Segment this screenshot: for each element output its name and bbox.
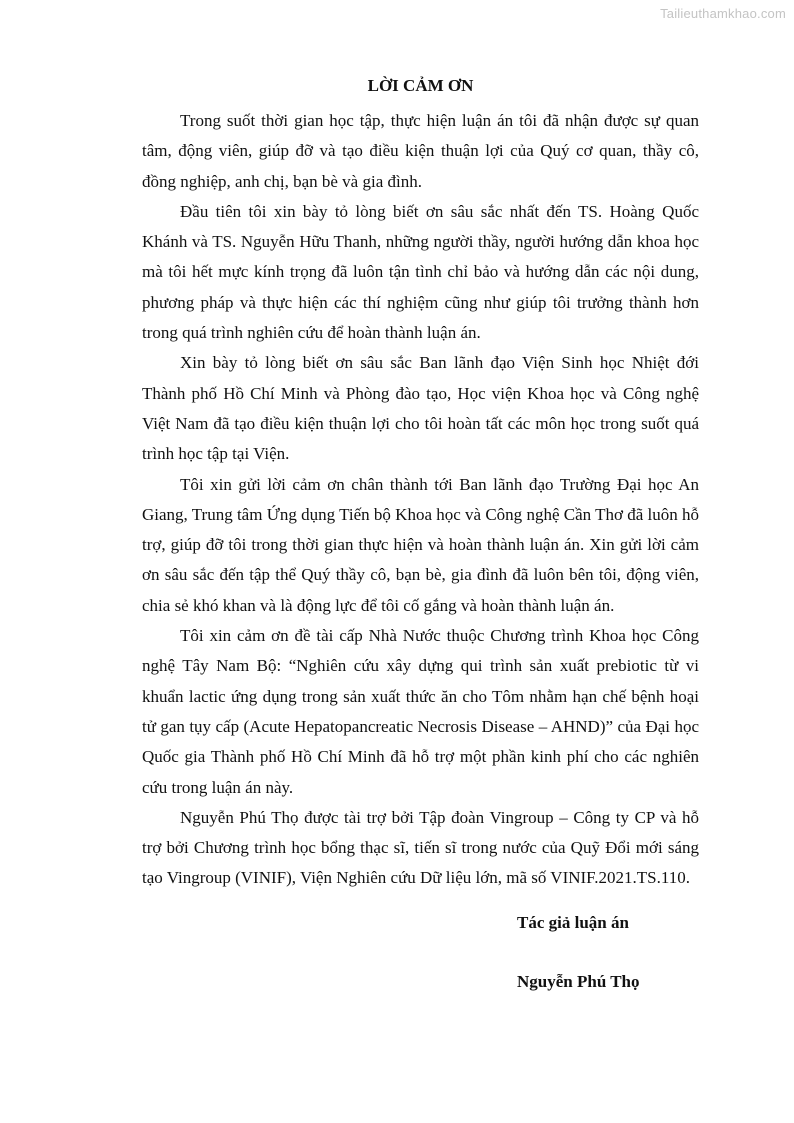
- watermark: Tailieuthamkhao.com: [660, 6, 786, 21]
- paragraph-6: Nguyễn Phú Thọ được tài trợ bởi Tập đoàn Vingroup – Công ty CP và hỗ trợ bởi Chương trình học bổng thạc sĩ, tiến sĩ trong nước của Quỹ Đổi mới sáng tạo Vingroup (VINIF), Viện Nghiên cứu Dữ liệu lớn, mã số VINIF.2021.TS.110.: [142, 807, 699, 888]
- paragraph-4: Tôi xin gửi lời cảm ơn chân thành tới Ban lãnh đạo Trường Đại học An Giang, Trung tâm Ứng dụng Tiến bộ Khoa học và Công nghệ Cần Thơ đã luôn hỗ trợ, giúp đỡ tôi trong thời gian thực hiện và hoàn thành luận án. Xin gửi lời cảm ơn sâu sắc đến tập thể Quý thầy cô, bạn bè, gia đình đã luôn bên tôi, động viên, chia sẻ khó khan và là động lực để tôi cố gắng và hoàn thành luận án.: [142, 474, 699, 615]
- page-title: LỜI CẢM ƠN: [367, 76, 474, 95]
- paragraph-3: Xin bày tỏ lòng biết ơn sâu sắc Ban lãnh đạo Viện Sinh học Nhiệt đới Thành phố Hồ Chí Minh và Phòng đào tạo, Học viện Khoa học và Công nghệ Việt Nam đã tạo điều kiện thuận lợi cho tôi hoàn tất các môn học trong suốt quá trình học tập tại Viện.: [142, 353, 699, 464]
- paragraph-2: Đầu tiên tôi xin bày tỏ lòng biết ơn sâu sắc nhất đến TS. Hoàng Quốc Khánh và TS. Nguyễn Hữu Thanh, những người thầy, người hướng dẫn khoa học mà tôi hết mực kính trọng đã luôn tận tình chỉ bảo và hướng dẫn các nội dung, phương pháp và thực hiện các thí nghiệm cũng như giúp tôi trưởng thành hơn trong quá trình nghiên cứu để hoàn thành luận án.: [142, 201, 699, 343]
- acknowledgement-page: [142, 74, 699, 894]
- signature-name: Nguyễn Phú Thọ: [517, 972, 640, 991]
- paragraph-5: Tôi xin cảm ơn đề tài cấp Nhà Nước thuộc Chương trình Khoa học Công nghệ Tây Nam Bộ: “Nghiên cứu xây dựng qui trình sản xuất prebiotic từ vi khuẩn lactic ứng dụng trong sản xuất thức ăn cho Tôm nhằm hạn chế bệnh hoại tử gan tụy cấp (Acute Hepatopancreatic Necrosis Disease – AHND)” của Đại học Quốc gia Thành phố Hồ Chí Minh đã hỗ trợ một phần kinh phí cho các nghiên cứu trong luận án này.: [142, 626, 699, 797]
- signature-role: Tác giả luận án: [517, 913, 629, 932]
- paragraph-1: Trong suốt thời gian học tập, thực hiện luận án tôi đã nhận được sự quan tâm, động viên, giúp đỡ và tạo điều kiện thuận lợi của Quý cơ quan, thầy cô, đồng nghiệp, anh chị, bạn bè và gia đình.: [142, 111, 699, 191]
